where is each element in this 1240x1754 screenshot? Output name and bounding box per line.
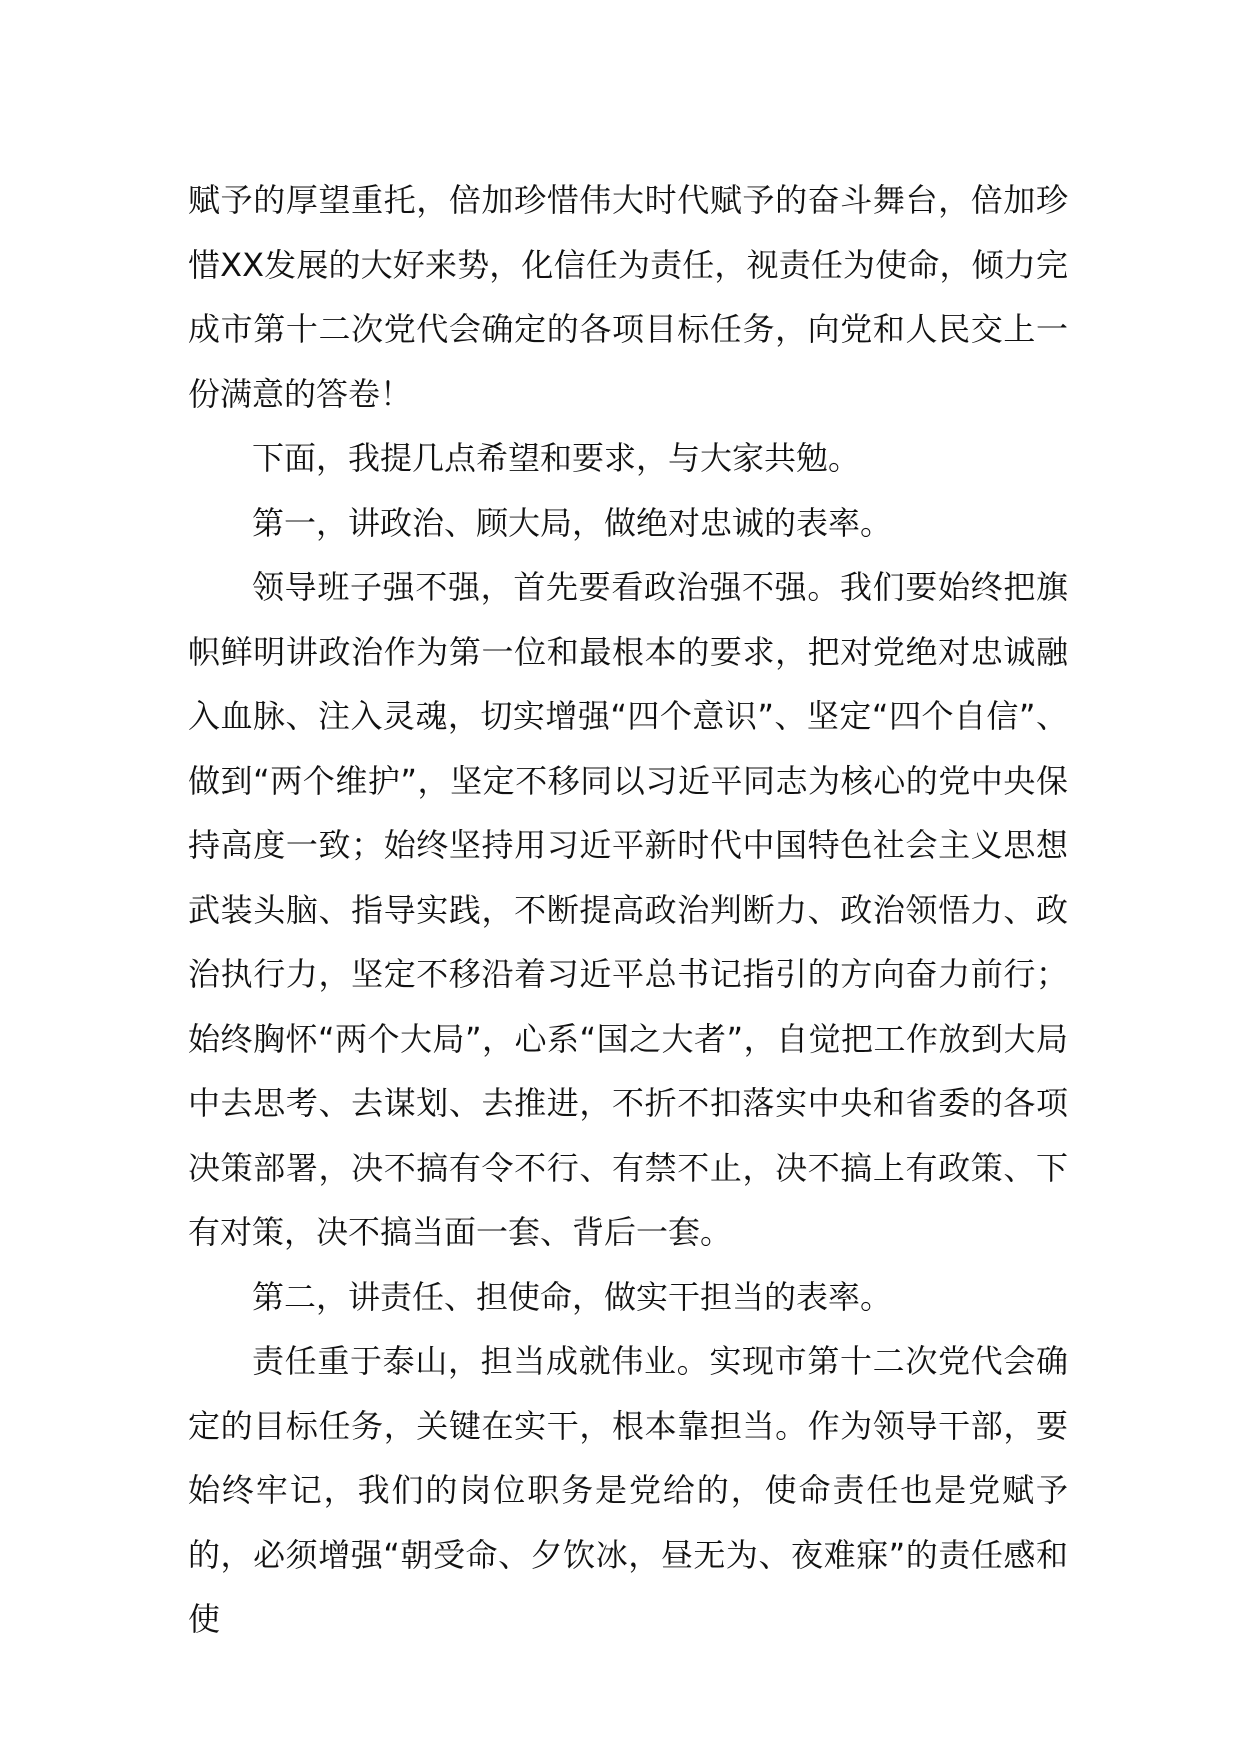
paragraph-3-heading-first: 第一，讲政治、顾大局，做绝对忠诚的表率。 [252, 503, 893, 542]
paragraph-2: 下面，我提几点希望和要求，与大家共勉。 [252, 439, 861, 477]
document-page [188, 168, 1068, 1652]
paragraph-1: 赋予的厚望重托，倍加珍惜伟大时代赋予的奋斗舞台，倍加珍惜XX发展的大好来势，化信任为责任，视责任为使命，倾力完成市第十二次党代会确定的各项目标任务，向党和人民交上一份满意的答卷！ [188, 181, 1068, 413]
paragraph-6: 责任重于泰山，担当成就伟业。实现市第十二次党代会确定的目标任务，关键在实干，根本靠担当。作为领导干部，要始终牢记，我们的岗位职务是党给的，使命责任也是党赋予的，必须增强“朝受命、夕饮冰，昼无为、夜难寐”的责任感和使 [188, 1342, 1068, 1638]
paragraph-4: 领导班子强不强，首先要看政治强不强。我们要始终把旗帜鲜明讲政治作为第一位和最根本的要求，把对党绝对忠诚融入血脉、注入灵魂，切实增强“四个意识”、坚定“四个自信”、做到“两个维护”，坚定不移同以习近平同志为核心的党中央保持高度一致；始终坚持用习近平新时代中国特色社会主义思想武装头脑、指导实践，不断提高政治判断力、政治领悟力、政治执行力，坚定不移沿着习近平总书记指引的方向奋力前行；始终胸怀“两个大局”，心系“国之大者”，自觉把工作放到大局中去思考、去谋划、去推进，不折不扣落实中央和省委的各项决策部署，决不搞有令不行、有禁不止，决不搞上有政策、下有对策，决不搞当面一套、背后一套。 [188, 568, 1068, 1251]
paragraph-5-heading-second: 第二，讲责任、担使命，做实干担当的表率。 [252, 1277, 893, 1316]
